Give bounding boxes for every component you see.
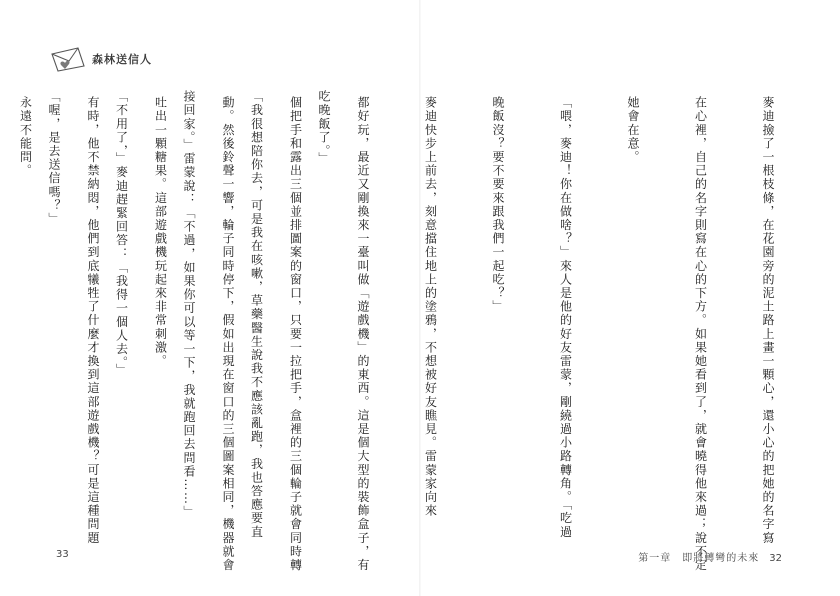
book-title: 森林送信人 <box>92 53 152 66</box>
text-column: 永遠不能問。 <box>18 96 33 178</box>
page-footer-right <box>638 549 782 564</box>
text-column: 吐出一顆糖果。這部遊戲機玩起來非常刺激。 <box>153 96 168 368</box>
text-column: 都好玩，最近又剛換來一臺叫做「遊戲機」的東西。這是個大型的裝飾盒子，有 <box>356 96 370 572</box>
text-column: 接回家。」雷蒙說：「不過，如果你可以等一下，我就跑回去問看……」 <box>182 90 196 520</box>
text-column: 她會在意。 <box>626 96 640 164</box>
text-column: 「我很想陪你去，可是我在咳嗽，草藥醫生說我不應該亂跑，我也答應要直 <box>249 90 264 539</box>
text-column: 動。然後鈴聲一響，輪子同時停下，假如出現在窗口的三個圖案相同，機器就會 <box>221 96 235 572</box>
text-column: 「不用了，」麥迪趕緊回答：「我得一個人去。」 <box>114 90 129 378</box>
text-column: 有時，他不禁納悶，他們到底犧牲了什麼才換到這部遊戲機？可是這種問題 <box>86 96 100 545</box>
page-number-left: 33 <box>56 549 69 560</box>
text-column: 晚飯沒？要不要來跟我們一起吃？」 <box>491 96 505 314</box>
chapter-title: 第一章 即將轉彎的未來 <box>638 553 760 564</box>
text-column: 「喂，麥迪！你在做啥？」來人是他的好友雷蒙，剛繞過小路轉角。「吃過 <box>558 96 573 539</box>
envelope-heart-icon <box>48 44 88 74</box>
text-column: 麥迪快步上前去，刻意擋住地上的塗鴉，不想被好友瞧見。雷蒙家向來 <box>423 96 438 518</box>
text-column: 麥迪撿了一根枝條，在花園旁的泥土路上畫一顆心，還小心的把她的名字寫 <box>761 96 775 545</box>
text-column: 「喔，是去送信嗎？」 <box>47 90 61 226</box>
text-column: 吃晚飯了。」 <box>317 90 331 166</box>
page-number-right: 32 <box>769 553 782 564</box>
text-column: 個把手和露出三個並排圖案的窗口，只要一拉把手，盒裡的三個輪子就會同時轉 <box>288 96 303 572</box>
text-column: 在心裡，自己的名字則寫在心的下方。如果她看到了，就會曉得他來過；說不定 <box>693 96 708 572</box>
